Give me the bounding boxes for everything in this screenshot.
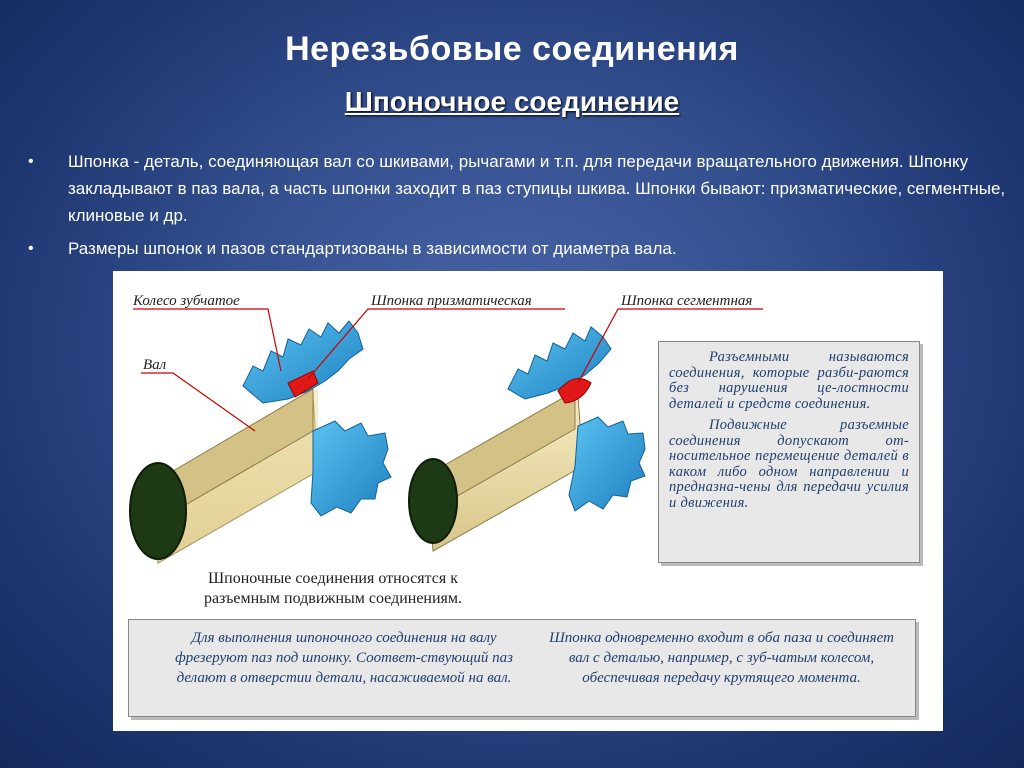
diagram-figure	[113, 271, 943, 731]
caption-line: Шпоночные соединения относятся к	[208, 570, 458, 587]
explanation-left: Для выполнения шпоночного соединения на валу фрезеруют паз под шпонку. Соответ-ствующий паз делают в отверстии детали, насаживаемой на вал.	[175, 630, 513, 686]
bullet-text: Размеры шпонок и пазов стандартизованы в зависимости от диаметра вала.	[68, 239, 677, 258]
slide-subtitle: Шпоночное соединение	[344, 86, 680, 117]
right-assembly	[409, 327, 645, 551]
left-assembly	[130, 321, 391, 563]
gear-lower-right	[569, 417, 645, 511]
explanation-right: Шпонка одновременно входит в оба паза и соединяет вал с деталью, например, с зуб-чатым колесом, обеспечивая передачу крутящего момента.	[549, 630, 894, 686]
label-prismatic-key: Шпонка призматическая	[371, 293, 532, 309]
label-gear: Колесо зубчатое	[133, 293, 240, 309]
bullet-item	[28, 148, 1008, 229]
bullet-dot: •	[28, 240, 34, 257]
label-segment-key: Шпонка сегментная	[621, 293, 753, 309]
label-shaft: Вал	[143, 357, 167, 373]
explanation-box	[128, 619, 916, 717]
note-paragraph: Разъемными называются соединения, которые разби-раются без нарушения це-лостности деталей и средств соединения.	[669, 349, 909, 412]
note-paragraph: Подвижные разъемные соединения допускают от-носительное перемещение деталей в каком либо одном направлении и предназна-чены для передачи усилия и движения.	[669, 417, 909, 511]
gear-lower-left	[311, 421, 391, 516]
bullet-text: Шпонка - деталь, соединяющая вал со шкивами, рычагами и т.п. для передачи вращательного движения. Шпонку закладывают в паз вала, а часть шпонки заходит в паз ступицы шкива. Шпонки бывают: призматические, сегментные, клиновые и др.	[68, 152, 1006, 225]
definition-note	[658, 341, 920, 563]
caption-line: разъемным подвижным соединениям.	[203, 590, 463, 607]
bullet-item	[28, 235, 1008, 262]
slide-title: Нерезьбовые соединения	[285, 30, 739, 68]
leader-shaft	[141, 373, 255, 431]
shaft-end-right	[409, 459, 457, 543]
bullet-dot: •	[28, 153, 34, 170]
shaft-end-left	[130, 463, 186, 559]
gear-upper-right	[508, 327, 611, 399]
figure-caption	[153, 569, 513, 609]
bullet-list	[28, 148, 1008, 268]
